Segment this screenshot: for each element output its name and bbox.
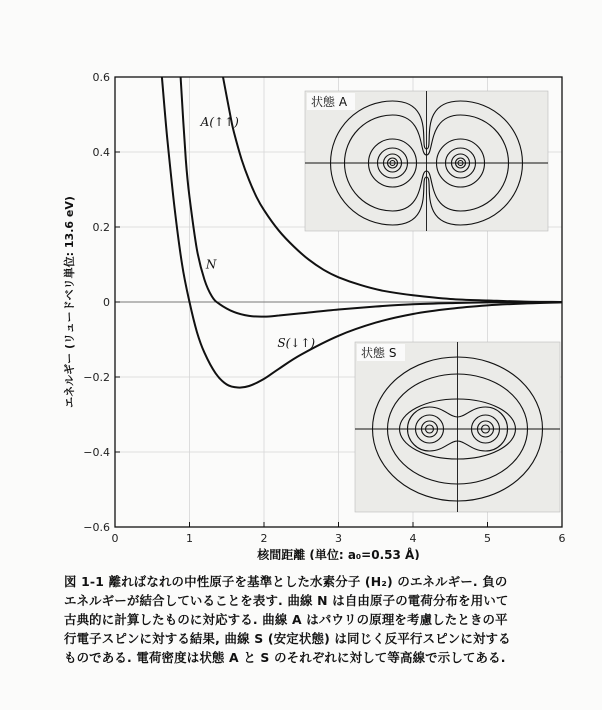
y-tick-label: 0.4 [92,146,110,159]
series-label: A(↑↑) [200,114,239,129]
x-tick-label: 0 [111,532,119,545]
series-label: S(↓↑) [277,336,316,350]
caption-line: 古典的に計算したものに対応する. 曲線 A はパウリの原理を考慮したときの平 [64,612,508,627]
contour-inset [305,91,548,231]
caption-line: ものである. 電荷密度は状態 A と S のそれぞれに対して等高線で示してある. [64,650,506,665]
contour-inset [355,342,560,512]
y-tick-label: 0.2 [92,221,110,234]
inset-title: 状態 A [311,95,348,109]
x-axis-label: 核間距離 (単位: a₀=0.53 Å) [257,548,420,560]
x-tick-label: 5 [484,532,491,545]
caption-line: 図 1-1 離ればなれの中性原子を基準とした水素分子 (H₂) のエネルギー. 負の [64,574,508,589]
y-tick-label: 0 [103,296,110,309]
inset-title: 状態 S [361,346,397,360]
x-tick-label: 3 [335,532,342,545]
y-tick-label: −0.4 [83,446,110,459]
y-tick-label: −0.6 [83,521,110,534]
x-tick-label: 4 [409,532,417,545]
x-tick-label: 1 [186,532,193,545]
y-tick-label: 0.6 [92,71,110,84]
figure-caption [64,572,564,667]
caption-line: 行電子スピンに対する結果, 曲線 S (安定状態) は同じく反平行スピンに対する [64,631,511,646]
y-axis-label: エネルギー (リュードベリ単位: 13.6 eV) [63,196,76,408]
x-tick-label: 2 [260,532,268,545]
x-tick-label: 6 [558,532,566,545]
y-tick-label: −0.2 [83,371,110,384]
series-label: N [205,257,217,272]
caption-line: エネルギーが結合していることを表す. 曲線 N は自由原子の電荷分布を用いて [64,593,509,608]
